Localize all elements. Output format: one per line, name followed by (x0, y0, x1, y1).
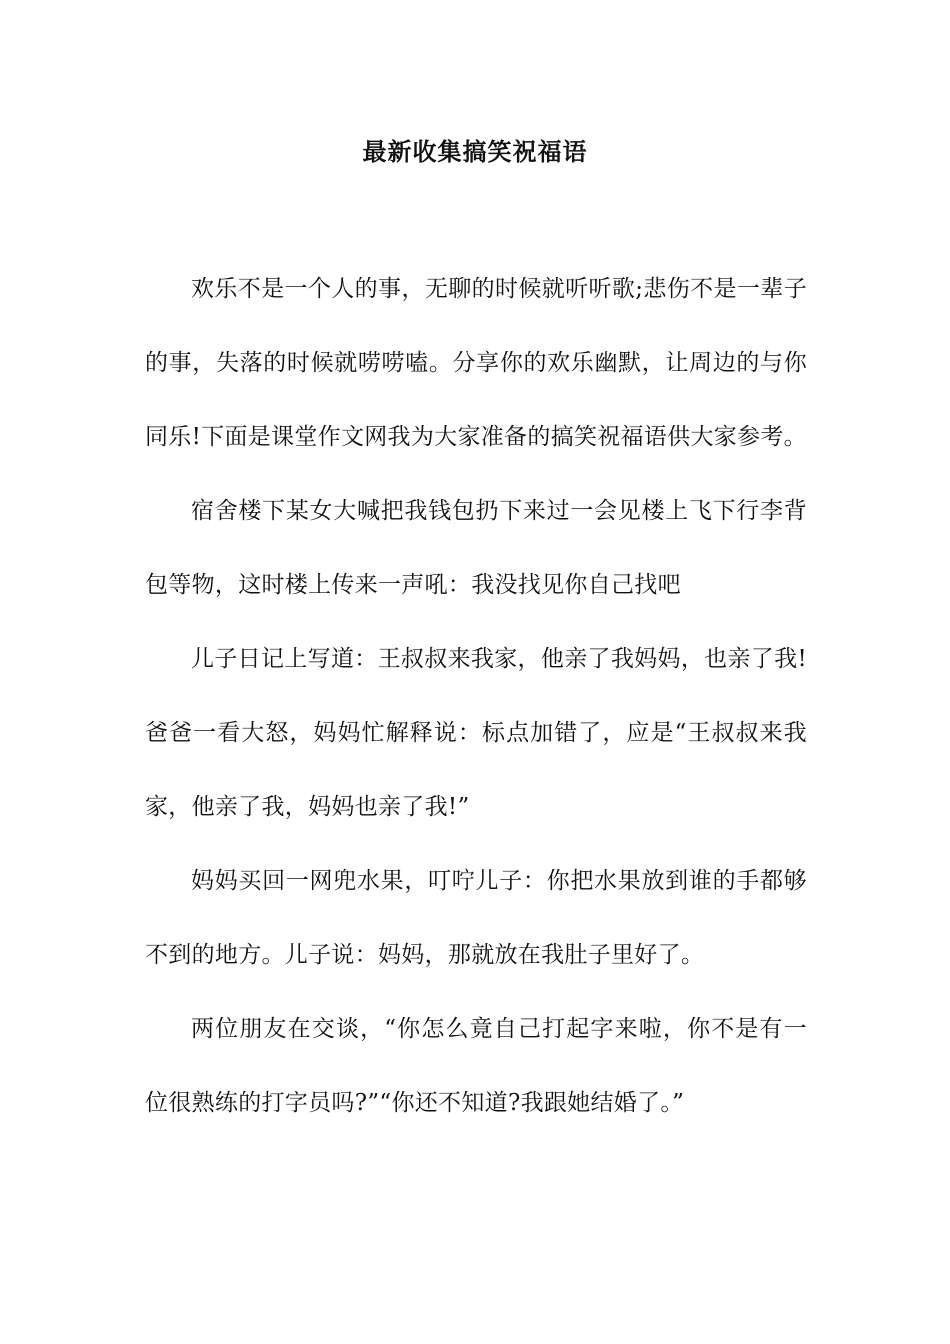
paragraph-joke-dormitory: 宿舍楼下某女大喊把我钱包扔下来过一会见楼上飞下行李背包等物，这时楼上传来一声吼：我没找见你自己找吧 (145, 498, 807, 598)
document-body (145, 252, 807, 1140)
document-title: 最新收集搞笑祝福语 (362, 137, 588, 166)
paragraph-joke-fruit: 妈妈买回一网兜水果，叮咛儿子：你把水果放到谁的手都够不到的地方。儿子说：妈妈，那就放在我肚子里好了。 (145, 868, 807, 968)
paragraph-intro: 欢乐不是一个人的事，无聊的时候就听听歌;悲伤不是一辈子的事，失落的时候就唠唠嗑。分享你的欢乐幽默，让周边的与你同乐!下面是课堂作文网我为大家准备的搞笑祝福语供大家参考。 (145, 276, 807, 450)
paragraph-joke-typist: 两位朋友在交谈，“你怎么竟自己打起字来啦，你不是有一位很熟练的打字员吗?”“你还不知道?我跟她结婚了。” (145, 1016, 807, 1116)
paragraph-joke-diary: 儿子日记上写道：王叔叔来我家，他亲了我妈妈，也亲了我!爸爸一看大怒，妈妈忙解释说：标点加错了，应是“王叔叔来我家，他亲了我，妈妈也亲了我!” (145, 646, 807, 820)
